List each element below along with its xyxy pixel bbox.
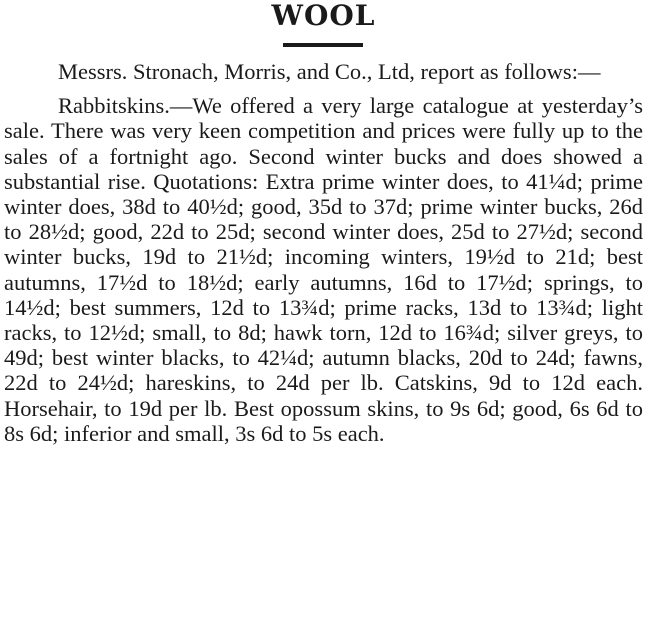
heading-divider xyxy=(283,43,363,47)
intro-paragraph: Messrs. Stronach, Morris, and Co., Ltd, report as follows:— xyxy=(58,59,601,84)
rabbitskins-paragraph: Rabbitskins.—We offered a very large catalogue at yesterday’s sale. There was very keen competition and prices were fully up to the sales of a fortnight ago. Second winter bucks and does showed a substantial rise. Quotations: Extra prime winter does, to 41¼d; prime winter does, 38d to 40½d; good, 35d to 37d; prime winter bucks, 26d to 28½d; good, 22d to 25d; second winter does, 25d to 27½d; second winter bucks, 19d to 21½d; incoming winters, 19½d to 21d; best autumns, 17½d to 18½d; early autumns, 16d to 17½d; springs, to 14½d; best summers, 12d to 13¾d; prime racks, 13d to 13¾d; light racks, to 12½d; small, to 8d; hawk torn, 12d to 16¾d; silver greys, to 49d; best winter blacks, to 42¼d; autumn blacks, 20d to 24d; fawns, 22d to 24½d; hareskins, to 24d per lb. Catskins, 9d to 12d each. Horsehair, to 19d per lb. Best opossum skins, to 9s 6d; good, 6s 6d to 8s 6d; inferior and small, 3s 6d to 5s each. xyxy=(4,93,643,446)
article-body xyxy=(4,59,643,446)
article-heading: WOOL xyxy=(271,0,376,32)
